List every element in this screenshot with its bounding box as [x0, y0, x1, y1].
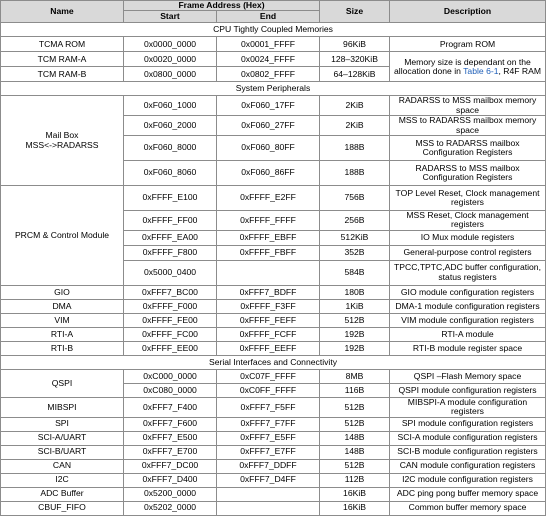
table-row — [1, 186, 546, 211]
cell-end: 0xFFFF_EEFF — [217, 341, 320, 355]
cell-description: TPCC,TPTC,ADC buffer configuration, status registers — [390, 260, 546, 285]
cell-description: GIO module configuration registers — [390, 285, 546, 299]
cell-size: 584B — [320, 260, 390, 285]
cell-size: 116B — [320, 383, 390, 397]
cell-start: 0xFFFF_FE00 — [124, 313, 217, 327]
cell-end: 0xF060_80FF — [217, 136, 320, 161]
cell-name: DMA — [1, 299, 124, 313]
cell-size: 148B — [320, 445, 390, 459]
cell-description: Common buffer memory space — [390, 501, 546, 515]
cell-start: 0xFFFF_EE00 — [124, 341, 217, 355]
cell-start: 0xF060_8060 — [124, 161, 217, 186]
section-row-cpu — [1, 23, 546, 37]
cell-end — [217, 501, 320, 515]
section-title: System Peripherals — [1, 82, 546, 96]
section-row-peripherals — [1, 82, 546, 96]
col-header-description: Description — [390, 1, 546, 23]
col-header-start: Start — [124, 11, 217, 23]
cell-description: CAN module configuration registers — [390, 459, 546, 473]
cell-name: I2C — [1, 473, 124, 487]
name-line: Mail Box — [45, 130, 79, 141]
cell-size: 148B — [320, 431, 390, 445]
header-row-top — [1, 1, 546, 11]
cell-name: VIM — [1, 313, 124, 327]
cell-end: 0x0802_FFFF — [217, 67, 320, 82]
table-row — [1, 473, 546, 487]
cell-start: 0xF060_2000 — [124, 116, 217, 136]
cell-end: 0xFFFF_FEFF — [217, 313, 320, 327]
cell-name: TCM RAM-A — [1, 52, 124, 67]
cell-end: 0xFFFF_FCFF — [217, 327, 320, 341]
cell-description: DMA-1 module configuration registers — [390, 299, 546, 313]
cell-start: 0xFFFF_FC00 — [124, 327, 217, 341]
cell-end: 0x0024_FFFF — [217, 52, 320, 67]
col-header-name: Name — [1, 1, 124, 23]
cell-end: 0xFFF7_D4FF — [217, 473, 320, 487]
cell-description: Program ROM — [390, 37, 546, 52]
col-header-frame-address: Frame Address (Hex) — [124, 1, 320, 11]
cell-size: 756B — [320, 186, 390, 211]
cell-end: 0xC0FF_FFFF — [217, 383, 320, 397]
cell-description — [390, 52, 546, 82]
cell-size: 188B — [320, 136, 390, 161]
cell-end: 0xFFF7_DDFF — [217, 459, 320, 473]
cell-start: 0xFFF7_BC00 — [124, 285, 217, 299]
table-row — [1, 431, 546, 445]
cell-start: 0xFFF7_DC00 — [124, 459, 217, 473]
cell-size: 64–128KiB — [320, 67, 390, 82]
cell-description: SPI module configuration registers — [390, 417, 546, 431]
cell-start: 0xF060_8000 — [124, 136, 217, 161]
cell-description: RTI-B module register space — [390, 341, 546, 355]
cell-name: CAN — [1, 459, 124, 473]
section-row-serial — [1, 355, 546, 369]
cell-description: ADC ping pong buffer memory space — [390, 487, 546, 501]
name-line: MSS<->RADARSS — [25, 139, 99, 150]
table-row — [1, 96, 546, 116]
cell-description: SCI-A module configuration registers — [390, 431, 546, 445]
cell-end: 0xFFFF_EBFF — [217, 230, 320, 245]
cell-start: 0x0020_0000 — [124, 52, 217, 67]
table-row — [1, 459, 546, 473]
cell-size: 1KiB — [320, 299, 390, 313]
cell-name: RTI-B — [1, 341, 124, 355]
cell-name: TCM RAM-B — [1, 67, 124, 82]
cell-end — [217, 260, 320, 285]
cell-size: 192B — [320, 327, 390, 341]
table-row — [1, 52, 546, 67]
cell-start: 0xFFF7_D400 — [124, 473, 217, 487]
section-title: CPU Tightly Coupled Memories — [1, 23, 546, 37]
cell-description: General-purpose control registers — [390, 245, 546, 260]
cell-start: 0x5200_0000 — [124, 487, 217, 501]
table-row — [1, 341, 546, 355]
cell-start: 0xFFF7_F600 — [124, 417, 217, 431]
cell-description: QSPI –Flash Memory space — [390, 369, 546, 383]
cell-size: 16KiB — [320, 487, 390, 501]
cell-start: 0x0800_0000 — [124, 67, 217, 82]
cell-description: QSPI module configuration registers — [390, 383, 546, 397]
cell-start: 0xFFF7_E700 — [124, 445, 217, 459]
cell-size: 112B — [320, 473, 390, 487]
cell-name: QSPI — [1, 369, 124, 397]
cell-description: I2C module configuration registers — [390, 473, 546, 487]
desc-text: Memory size is dependant on the allocation done in — [394, 56, 531, 76]
table-row — [1, 445, 546, 459]
table-row — [1, 285, 546, 299]
cell-description: RADARSS to MSS mailbox Configuration Registers — [390, 161, 546, 186]
cell-end: 0xFFF7_E5FF — [217, 431, 320, 445]
cell-end: 0xFFF7_F5FF — [217, 397, 320, 417]
cell-size: 16KiB — [320, 501, 390, 515]
cell-size: 180B — [320, 285, 390, 299]
cell-description: MIBSPI-A module configuration registers — [390, 397, 546, 417]
table-row — [1, 299, 546, 313]
cell-start: 0x5000_0400 — [124, 260, 217, 285]
cell-name: MIBSPI — [1, 397, 124, 417]
cell-name: RTI-A — [1, 327, 124, 341]
cell-end: 0xFFF7_F7FF — [217, 417, 320, 431]
cell-end: 0xFFFF_FBFF — [217, 245, 320, 260]
cell-name: SPI — [1, 417, 124, 431]
cell-size: 512B — [320, 397, 390, 417]
cell-end: 0xF060_17FF — [217, 96, 320, 116]
table-row — [1, 313, 546, 327]
cell-end: 0xFFFF_F3FF — [217, 299, 320, 313]
col-header-end: End — [217, 11, 320, 23]
cell-start: 0xF060_1000 — [124, 96, 217, 116]
cell-size: 512KiB — [320, 230, 390, 245]
desc-text: , R4F RAM — [498, 65, 541, 76]
cell-end — [217, 487, 320, 501]
cell-start: 0xC080_0000 — [124, 383, 217, 397]
cell-name: ADC Buffer — [1, 487, 124, 501]
cell-name — [1, 96, 124, 186]
cell-start: 0x5202_0000 — [124, 501, 217, 515]
cell-size: 352B — [320, 245, 390, 260]
cell-start: 0xFFF7_F400 — [124, 397, 217, 417]
cell-name: SCI-B/UART — [1, 445, 124, 459]
cell-description: RTI-A module — [390, 327, 546, 341]
cell-start: 0xFFFF_FF00 — [124, 211, 217, 231]
cell-description: MSS to RADARSS mailbox Configuration Registers — [390, 136, 546, 161]
cell-name: GIO — [1, 285, 124, 299]
cell-description: VIM module configuration registers — [390, 313, 546, 327]
cell-size: 8MB — [320, 369, 390, 383]
cell-start: 0xFFFF_F800 — [124, 245, 217, 260]
cell-description: MSS Reset, Clock management registers — [390, 211, 546, 231]
cell-size: 2KiB — [320, 116, 390, 136]
col-header-size: Size — [320, 1, 390, 23]
cell-start: 0x0000_0000 — [124, 37, 217, 52]
cell-start: 0xFFF7_E500 — [124, 431, 217, 445]
table-row — [1, 369, 546, 383]
cell-end: 0xC07F_FFFF — [217, 369, 320, 383]
cell-start: 0xFFFF_EA00 — [124, 230, 217, 245]
cell-end: 0x0001_FFFF — [217, 37, 320, 52]
cell-size: 96KiB — [320, 37, 390, 52]
cell-description: IO Mux module registers — [390, 230, 546, 245]
cell-description: RADARSS to MSS mailbox memory space — [390, 96, 546, 116]
table-row — [1, 501, 546, 515]
cell-start: 0xC000_0000 — [124, 369, 217, 383]
cell-name: TCMA ROM — [1, 37, 124, 52]
cell-end: 0xF060_86FF — [217, 161, 320, 186]
cell-description: MSS to RADARSS mailbox memory space — [390, 116, 546, 136]
cell-name: PRCM & Control Module — [1, 186, 124, 286]
cell-end: 0xFFF7_BDFF — [217, 285, 320, 299]
cell-start: 0xFFFF_F000 — [124, 299, 217, 313]
cell-size: 512B — [320, 417, 390, 431]
table-row — [1, 487, 546, 501]
cell-size: 188B — [320, 161, 390, 186]
table-row — [1, 37, 546, 52]
cell-size: 192B — [320, 341, 390, 355]
table-link[interactable]: Table 6-1 — [463, 65, 499, 76]
table-row — [1, 327, 546, 341]
table-row — [1, 417, 546, 431]
cell-size: 512B — [320, 459, 390, 473]
section-title: Serial Interfaces and Connectivity — [1, 355, 546, 369]
cell-description: TOP Level Reset, Clock management registers — [390, 186, 546, 211]
cell-size: 2KiB — [320, 96, 390, 116]
cell-end: 0xFFFF_FFFF — [217, 211, 320, 231]
cell-end: 0xFFF7_E7FF — [217, 445, 320, 459]
cell-start: 0xFFFF_E100 — [124, 186, 217, 211]
table-row — [1, 397, 546, 417]
cell-description: SCI-B module configuration registers — [390, 445, 546, 459]
cell-size: 512B — [320, 313, 390, 327]
cell-end: 0xF060_27FF — [217, 116, 320, 136]
cell-name: CBUF_FIFO — [1, 501, 124, 515]
cell-size: 128–320KiB — [320, 52, 390, 67]
cell-name: SCI-A/UART — [1, 431, 124, 445]
cell-end: 0xFFFF_E2FF — [217, 186, 320, 211]
cell-size: 256B — [320, 211, 390, 231]
